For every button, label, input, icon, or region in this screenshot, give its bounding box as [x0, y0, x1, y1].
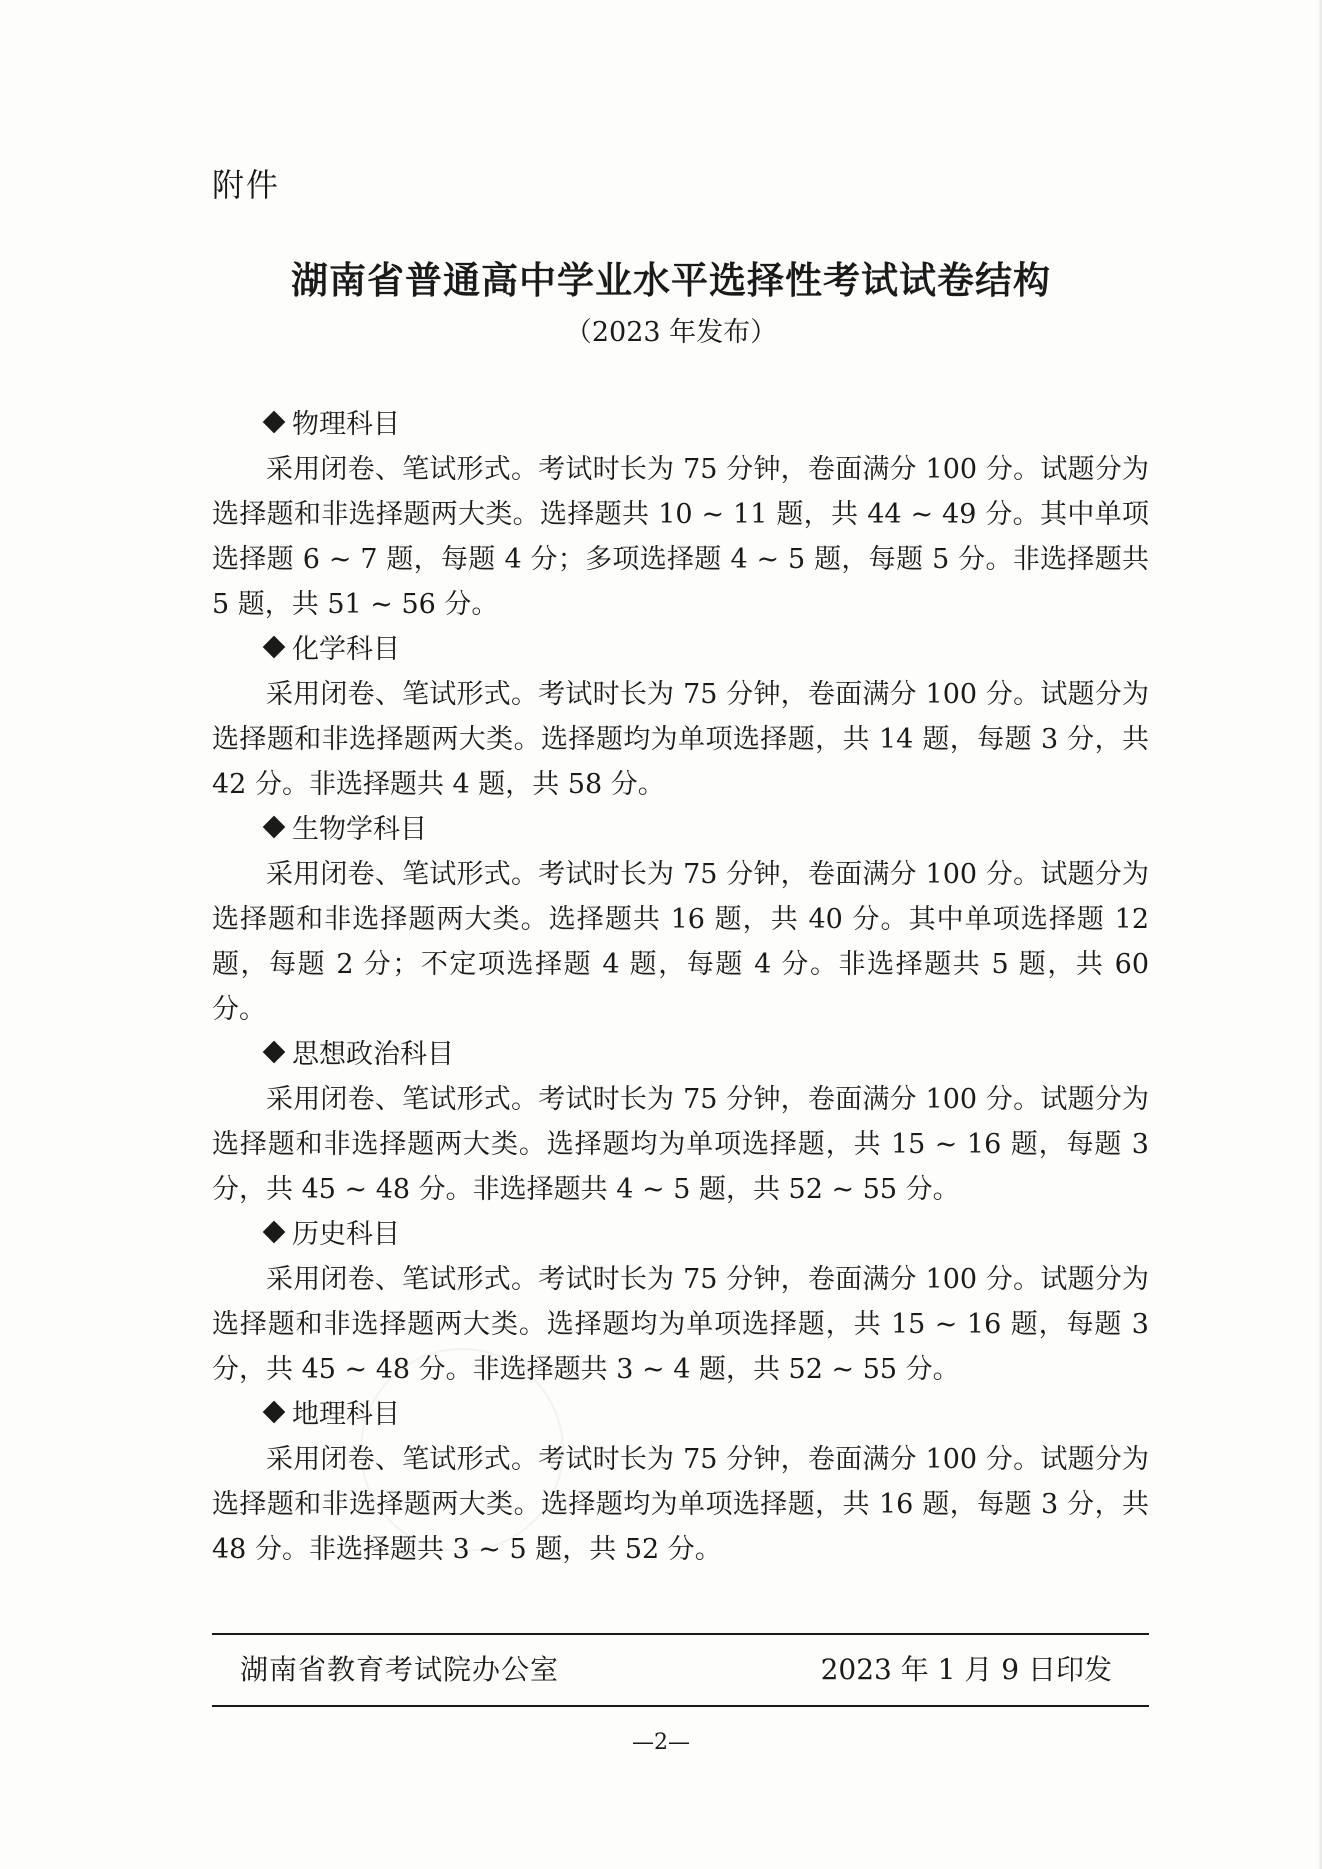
- section-paragraph: 采用闭卷、笔试形式。考试时长为 75 分钟，卷面满分 100 分。试题分为选择题和非选择题两大类。选择题共 10 ~ 11 题，共 44 ~ 49 分。其中单项选择题 6 ~ 7 题，每题 4 分；多项选择题 4 ~ 5 题，每题 5 分。非选择题共 5 题，共 51 ~ 56 分。: [212, 454, 1149, 620]
- diamond-bullet-icon: [263, 1041, 286, 1064]
- footer-issuer: 湖南省教育考试院办公室: [240, 1653, 560, 1686]
- diamond-bullet-icon: [263, 816, 286, 839]
- section-chemistry: [212, 627, 1149, 807]
- section-politics: [212, 1032, 1149, 1212]
- section-history: [212, 1212, 1149, 1392]
- section-heading-text: 思想政治科目: [292, 1039, 454, 1070]
- section-paragraph: 采用闭卷、笔试形式。考试时长为 75 分钟，卷面满分 100 分。试题分为选择题和非选择题两大类。选择题均为单项选择题，共 14 题，每题 3 分，共 42 分。非选择题共 4 题，共 58 分。: [212, 679, 1149, 800]
- section-heading: [212, 807, 1149, 852]
- section-paragraph: 采用闭卷、笔试形式。考试时长为 75 分钟，卷面满分 100 分。试题分为选择题和非选择题两大类。选择题共 16 题，共 40 分。其中单项选择题 12 题，每题 2 分；不定项选择题 4 题，每题 4 分。非选择题共 5 题，共 60 分。: [212, 859, 1149, 1025]
- document-body: [212, 402, 1149, 1572]
- document-title: 湖南省普通高中学业水平选择性考试试卷结构: [291, 258, 1051, 302]
- section-heading: [212, 1032, 1149, 1077]
- section-geography: [212, 1392, 1149, 1572]
- section-heading-text: 物理科目: [292, 409, 400, 440]
- document-subtitle: （2023 年发布）: [564, 317, 778, 348]
- section-paragraph: 采用闭卷、笔试形式。考试时长为 75 分钟，卷面满分 100 分。试题分为选择题和非选择题两大类。选择题均为单项选择题，共 16 题，每题 3 分，共 48 分。非选择题共 3 ~ 5 题，共 52 分。: [212, 1444, 1149, 1565]
- section-heading-text: 地理科目: [292, 1399, 400, 1430]
- section-heading-text: 历史科目: [292, 1219, 400, 1250]
- section-heading-text: 生物学科目: [292, 814, 427, 845]
- footer-rule-bottom: [212, 1705, 1149, 1707]
- attachment-label: 附件: [212, 166, 281, 204]
- footer-rule-top: [212, 1633, 1149, 1635]
- section-heading: [212, 402, 1149, 447]
- section-physics: [212, 402, 1149, 627]
- section-biology: [212, 807, 1149, 1032]
- section-heading: [212, 1212, 1149, 1257]
- section-heading: [212, 1392, 1149, 1437]
- section-heading: [212, 627, 1149, 672]
- page-number: —2—: [632, 1730, 690, 1755]
- diamond-bullet-icon: [263, 636, 286, 659]
- diamond-bullet-icon: [263, 411, 286, 434]
- diamond-bullet-icon: [263, 1221, 286, 1244]
- diamond-bullet-icon: [263, 1401, 286, 1424]
- footer-date: 2023 年 1 月 9 日印发: [820, 1653, 1112, 1686]
- section-paragraph: 采用闭卷、笔试形式。考试时长为 75 分钟，卷面满分 100 分。试题分为选择题和非选择题两大类。选择题均为单项选择题，共 15 ~ 16 题，每题 3 分，共 45 ~ 48 分。非选择题共 4 ~ 5 题，共 52 ~ 55 分。: [212, 1084, 1149, 1205]
- section-heading-text: 化学科目: [292, 634, 400, 665]
- section-paragraph: 采用闭卷、笔试形式。考试时长为 75 分钟，卷面满分 100 分。试题分为选择题和非选择题两大类。选择题均为单项选择题，共 15 ~ 16 题，每题 3 分，共 45 ~ 48 分。非选择题共 3 ~ 4 题，共 52 ~ 55 分。: [212, 1264, 1149, 1385]
